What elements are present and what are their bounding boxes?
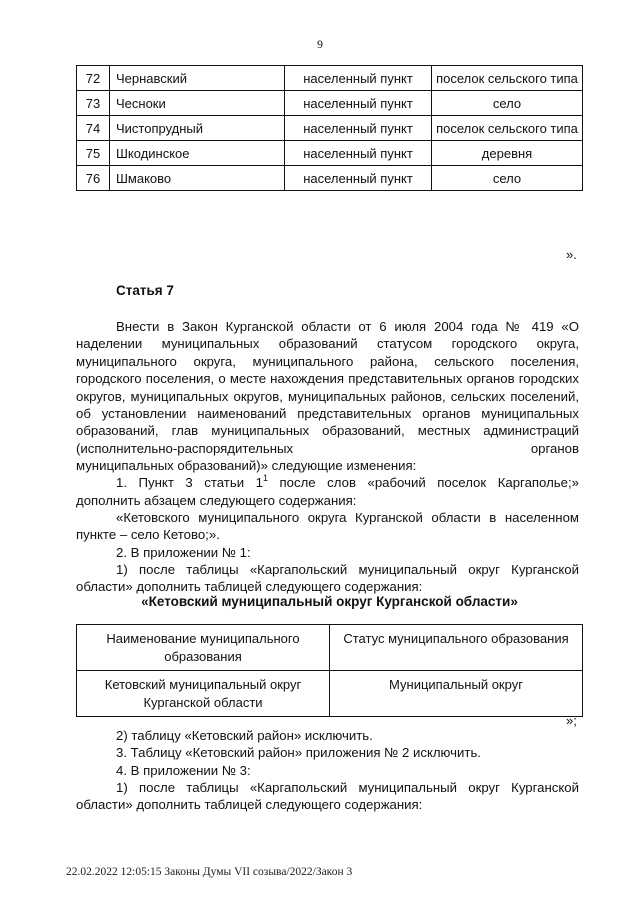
item-1-quote-last-line: пункте – село Кетово;».	[76, 527, 220, 542]
item-1-quote: «Кетовского муниципального округа Курганской области в населенном	[116, 510, 579, 525]
item-1-superscript: 1	[262, 473, 268, 483]
cell-name: Шмаково	[110, 166, 285, 191]
article-intro: Внести в Закон Курганской области от 6 июля 2004 года № 419 «О наделении муниципальных образований статусом городского округа, муниципального округа, муниципального района, сельского поселения, городского поселения, о месте нахождения представительных органов городских округов, муниципальных округов, муниципальных районов, сельских поселений, об установлении наименований представительных органов муниципальных образований, глав муниципальных образований, местных администраций (исполнительно-распорядительных органов	[76, 319, 579, 456]
okrug-table-header-row	[77, 625, 583, 671]
cell-num: 72	[77, 66, 110, 91]
cell-type: населенный пункт	[285, 116, 432, 141]
header-name-cell: Наименование муниципального образования	[77, 625, 330, 671]
cell-name: Чернавский	[110, 66, 285, 91]
table-row	[77, 141, 583, 166]
okrug-table-title: «Кетовский муниципальный округ Курганской области»	[141, 594, 518, 609]
cell-type: населенный пункт	[285, 91, 432, 116]
quote-close-mark: ».	[566, 247, 577, 262]
table-row	[77, 166, 583, 191]
okrug-table-row	[77, 671, 583, 717]
item-4-1-last-line: области» дополнить таблицей следующего содержания:	[76, 797, 423, 812]
document-footer: 22.02.2022 12:05:15 Законы Думы VII созыва/2022/Закон 3	[66, 866, 353, 878]
cell-num: 75	[77, 141, 110, 166]
cell-type: населенный пункт	[285, 66, 432, 91]
item-4-1: 1) после таблицы «Каргапольский муниципальный округ Курганской	[116, 780, 579, 795]
item-2: 2. В приложении № 1:	[116, 545, 251, 560]
settlements-table-body	[77, 66, 583, 191]
item-1-prefix: 1. Пункт 3 статьи 1	[116, 475, 263, 490]
item-2-2: 2) таблицу «Кетовский район» исключить.	[116, 728, 373, 743]
table-row	[77, 91, 583, 116]
cell-type: населенный пункт	[285, 166, 432, 191]
cell-status: деревня	[432, 141, 583, 166]
table-row	[77, 116, 583, 141]
cell-type: населенный пункт	[285, 141, 432, 166]
item-1-suffix: после слов «рабочий поселок Каргаполье;»	[267, 475, 579, 490]
table-row	[77, 66, 583, 91]
okrug-quote-close-mark: »;	[566, 713, 577, 728]
cell-num: 74	[77, 116, 110, 141]
header-status-cell: Статус муниципального образования	[330, 625, 583, 671]
cell-status: село	[432, 166, 583, 191]
article-intro-last-line: муниципальных образований)» следующие изменения:	[76, 458, 417, 473]
article-title: Статья 7	[116, 283, 174, 298]
settlements-table	[76, 65, 583, 191]
cell-num: 76	[77, 166, 110, 191]
cell-status: поселок сельского типа	[432, 66, 583, 91]
item-2-1: 1) после таблицы «Каргапольский муниципальный округ Курганской	[116, 562, 579, 577]
cell-num: 73	[77, 91, 110, 116]
cell-name: Чесноки	[110, 91, 285, 116]
item-3: 3. Таблицу «Кетовский район» приложения № 2 исключить.	[116, 745, 481, 760]
item-1	[76, 474, 579, 491]
cell-status: поселок сельского типа	[432, 116, 583, 141]
cell-name: Шкодинское	[110, 141, 285, 166]
cell-name: Чистопрудный	[110, 116, 285, 141]
okrug-table	[76, 624, 583, 717]
page-number: 9	[317, 37, 323, 51]
row-name-cell: Кетовский муниципальный округ Курганской области	[77, 671, 330, 717]
item-1-last-line: дополнить абзацем следующего содержания:	[76, 493, 357, 508]
item-2-1-last-line: области» дополнить таблицей следующего содержания:	[76, 579, 423, 594]
item-4: 4. В приложении № 3:	[116, 763, 251, 778]
row-status-cell: Муниципальный округ	[330, 671, 583, 717]
cell-status: село	[432, 91, 583, 116]
